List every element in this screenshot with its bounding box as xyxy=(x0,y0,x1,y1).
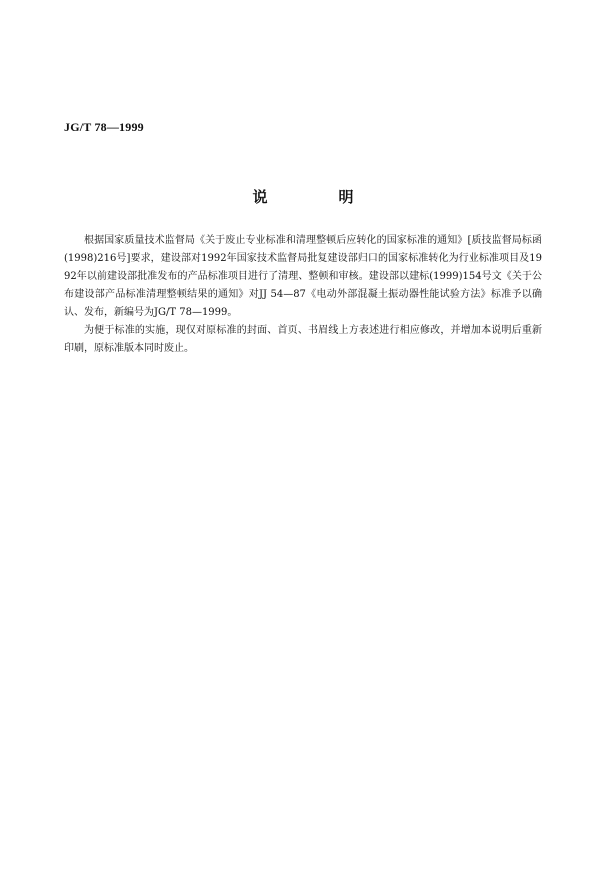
body-text xyxy=(64,232,542,358)
paragraph-1: 根据国家质量技术监督局《关于废止专业标准和清理整顿后应转化的国家标准的通知》[质技监督局标函(1998)216号]要求，建设部对1992年国家技术监督局批复建设部归口的国家标准转化为行业标准项目及1992年以前建设部批准发布的产品标准项目进行了清理、整顿和审核。建设部以建标(1999)154号文《关于公布建设部产品标准清理整顿结果的通知》对JJ 54—87《电动外部混凝土振动器性能试验方法》标准予以确认、发布，新编号为JG/T 78—1999。 xyxy=(64,235,542,318)
standard-code: JG/T 78—1999 xyxy=(64,120,144,134)
page-title: 说 明 xyxy=(252,188,382,206)
paragraph-2: 为便于标准的实施，现仅对原标准的封面、首页、书眉线上方表述进行相应修改，并增加本说明后重新印刷，原标准版本同时废止。 xyxy=(64,325,542,354)
